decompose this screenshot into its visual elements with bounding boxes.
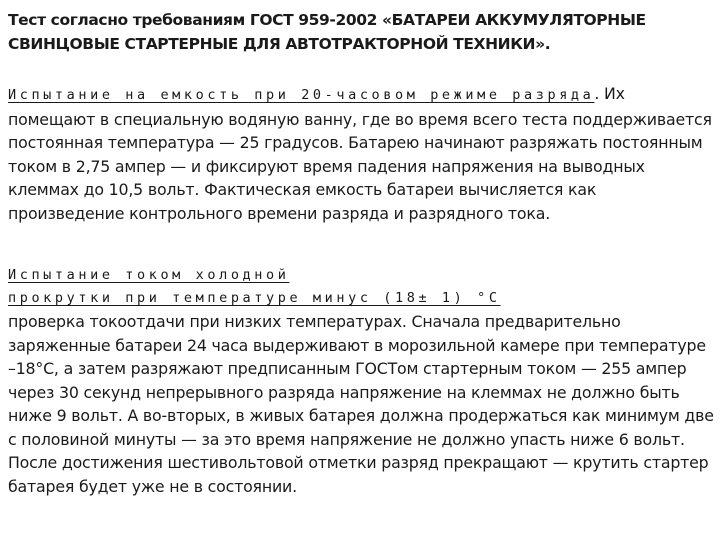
section-capacity-heading: Испытание на емкость при 20-часовом режиме разряда <box>8 87 595 103</box>
section-cold-heading-line2: прокрутки при температуре минус (18± 1) °С <box>8 290 501 306</box>
section-capacity-test <box>8 82 714 225</box>
section-capacity-text: . Их помещают в специальную водяную ванну, где во время всего теста поддерживается постоянная температура — 25 градусов. Батарею начинают разряжать постоянным током в 2,75 ампер — и фиксируют время падения напряжения на выводных клеммах до 10,5 вольт. Фактическая емкость батареи вычисляется как произведение контрольного времени разряда и разрядного тока. <box>8 84 712 223</box>
section-cold-cranking-test <box>8 264 714 498</box>
section-cold-heading-line1: Испытание током холодной <box>8 267 290 283</box>
document-title: Тест согласно требованиям ГОСТ 959-2002 «БАТАРЕИ АККУМУЛЯТОРНЫЕ СВИНЦОВЫЕ СТАРТЕРНЫЕ ДЛЯ АВТОТРАКТОРНОЙ ТЕХНИКИ». <box>8 11 646 53</box>
section-cold-text: проверка токоотдачи при низких температурах. Сначала предварительно заряженные батареи 24 часа выдерживают в морозильной камере при температуре –18°С, а затем разряжают предписанным ГОСТом стартерным током — 255 ампер через 30 секунд непрерывного разряда напряжение на клеммах не должно быть ниже 9 вольт. А во-вторых, в живых батарея должна продержаться как минимум две с половиной минуты — за это время напряжение не должно упасть ниже 6 вольт. После достижения шестивольтовой отметки разряд прекращают — крутить стартер батарея будет уже не в состоянии. <box>8 312 714 496</box>
